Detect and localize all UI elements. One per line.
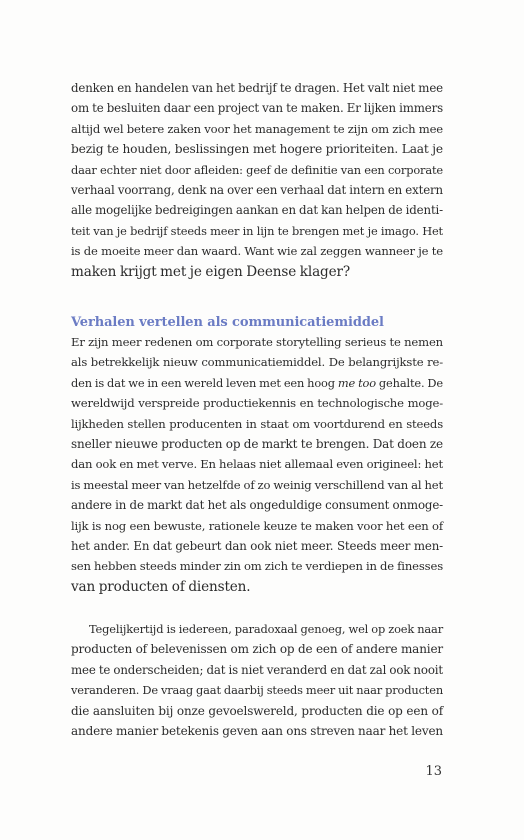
text-line: Tegelijkertijd is iedereen, paradoxaal genoeg, wel op zoek naar — [89, 622, 443, 636]
text-line: als betrekkelijk nieuw communicatiemiddel. De belangrijkste re- — [71, 355, 443, 370]
text-line: is meestal meer van hetzelfde of zo weinig verschillend van al het — [71, 477, 443, 492]
text-line: van producten of diensten. — [71, 578, 251, 595]
text-line: om te besluiten daar een project van te maken. Er lijken immers — [71, 101, 443, 116]
text-line: veranderen. De vraag gaat daarbij steeds meer uit naar producten — [71, 683, 443, 698]
text-line: die aansluiten bij onze gevoelswereld, producten die op een of — [71, 703, 443, 718]
text-line: is de moeite meer dan waard. Want wie zal zeggen wanneer je te — [71, 244, 443, 259]
text-segment: gehalte. De — [375, 375, 443, 390]
text-line: altijd wel betere zaken voor het management te zijn om zich mee — [71, 121, 443, 136]
section-heading: Verhalen vertellen als communicatiemiddel — [71, 315, 384, 330]
text-line: teit van je bedrijf steeds meer in lijn te brengen met je imago. Het — [71, 223, 443, 238]
text-line: verhaal voorrang, denk na over een verhaal dat intern en extern — [71, 182, 443, 197]
text-line: producten of belevenissen om zich op de een of andere manier — [71, 642, 443, 657]
paragraph-1 — [71, 78, 443, 282]
text-line: denken en handelen van het bedrijf te dragen. Het valt niet mee — [71, 81, 443, 95]
text-line: mee te onderscheiden; dat is niet veranderd en dat zal ook nooit — [71, 662, 443, 677]
text-line: sen hebben steeds minder zin om zich te verdiepen in de finesses — [71, 559, 443, 574]
text-line: lijk is nog een bewuste, rationele keuze te maken voor het een of — [71, 518, 443, 533]
text-line: maken krijgt met je eigen Deense klager? — [71, 263, 350, 280]
text-line: andere manier betekenis geven aan ons streven naar het leven — [71, 723, 443, 738]
text-line: wereldwijd verspreide productiekennis en technologische moge- — [71, 396, 443, 411]
text-line: Er zijn meer redenen om corporate storytelling serieus te nemen — [71, 335, 443, 349]
paragraph-3 — [71, 619, 443, 741]
text-line: sneller nieuwe producten op de markt te brengen. Dat doen ze — [71, 436, 443, 451]
text-segment: den is dat we in een wereld leven met een hoog — [71, 375, 338, 390]
text-line: dan ook en met verve. En helaas niet allemaal even origineel: het — [71, 457, 443, 472]
text-line: lijkheden stellen producenten in staat om voortdurend en steeds — [71, 416, 443, 431]
text-line: andere in de markt dat het als ongeduldige consument onmoge- — [71, 498, 443, 513]
text-line: het ander. En dat gebeurt dan ook niet meer. Steeds meer men- — [71, 538, 443, 553]
page-number: 13 — [425, 764, 442, 779]
text-line: daar echter niet door afleiden: geef de definitie van een corporate — [71, 162, 443, 177]
italic-phrase: me too — [337, 375, 376, 390]
text-line: alle mogelijke bedreigingen aankan en dat kan helpen de identi- — [71, 203, 443, 218]
paragraph-2 — [71, 332, 443, 597]
text-line — [71, 373, 443, 393]
text-line: bezig te houden, beslissingen met hogere prioriteiten. Laat je — [71, 142, 443, 157]
